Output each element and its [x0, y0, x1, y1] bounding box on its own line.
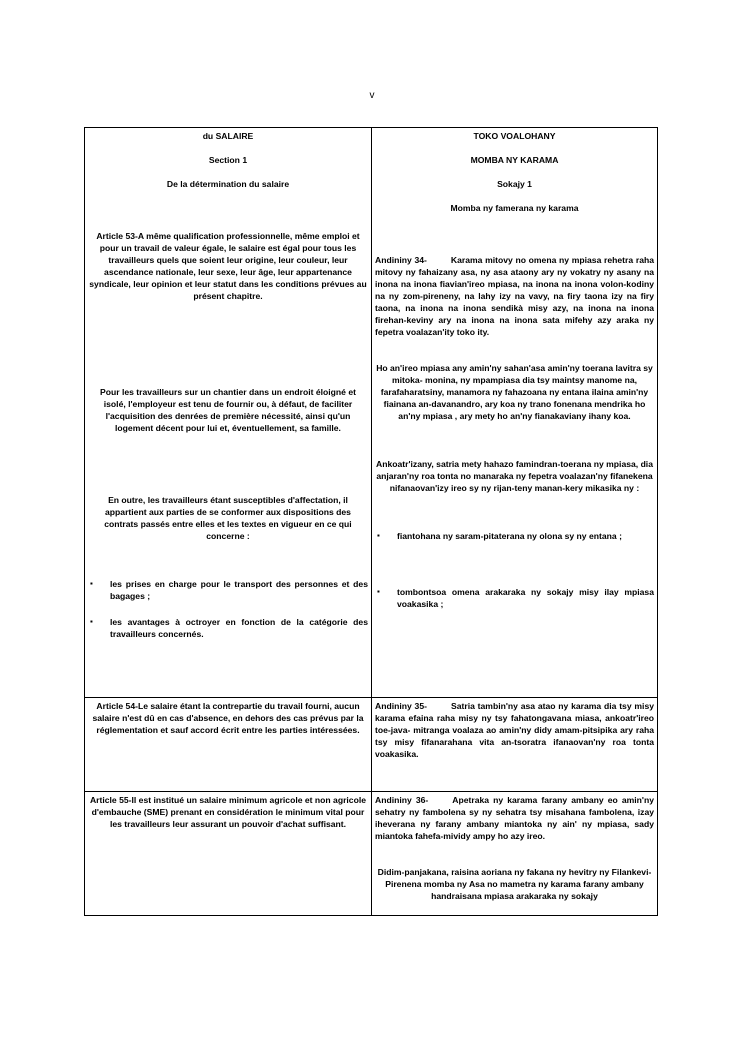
- table-row: [85, 128, 658, 698]
- article-53-text: Article 53-A même qualification professionnelle, même emploi et pour un travail de valeur égale, le salaire est égal pour tous les travailleurs quels que soient leur origine, leur couleur, leur ascendance nationale, leur sexe, leur âge, leur appartenance syndicale, leur opinion et leur statut dans les conditions prévues au présent chapitre.: [89, 231, 367, 301]
- subsection-title-fr: De la détermination du salaire: [166, 179, 290, 189]
- subsection-title-mg: Momba ny famerana ny karama: [450, 203, 579, 213]
- malagasy-cell-article-36: [372, 792, 658, 916]
- malagasy-cell-article-35: [372, 698, 658, 792]
- article-54-text: Article 54-Le salaire étant la contrepartie du travail fourni, aucun salaire n'est dû en cas d'absence, en dehors des cas prévus par la réglementation et sauf accord écrit entre les parties intéressées.: [92, 701, 364, 735]
- article-35-text: Andininy 35- Satria tambin'ny asa atao ny karama dia tsy misy karama efaina raha misy ny tsy fahatongavana miasa, ankoatr'ireo toe-java- mitranga voalaza ao amin'ny didy amam-pitsipika ary raha tsy misy fifanarahana vita an-tsoratra ifanaovan'ny roa tonta voakasika.: [375, 701, 654, 759]
- french-cell-article-55: [85, 792, 372, 916]
- table-row: [85, 698, 658, 792]
- list-item: ▪ fiantohana ny saram-pitaterana ny olona sy ny entana ;: [375, 530, 654, 542]
- article-34-paragraph-3: Ankoatr'izany, satria mety hahazo famindran-toerana ny mpiasa, dia anjaran'ny roa tonta no manaraka ny fepetra voalazan'ny fifanekena nifanaovan'izy ireo sy ny rijan-teny manan-kery mikasika ny :: [376, 459, 653, 493]
- article-53-paragraph-2: Pour les travailleurs sur un chantier dans un endroit éloigné et isolé, l'employeur est tenu de fournir ou, à défaut, de faciliter l'acquisition des denrées de première nécessité, ainsi qu'un logement décent pour lui et, éventuellement, sa famille.: [100, 387, 356, 433]
- list-item: ▪ les avantages à octroyer en fonction de la catégorie des travailleurs concernés.: [88, 616, 368, 640]
- malagasy-cell-article-34: [372, 128, 658, 698]
- bullet-list-fr: [88, 578, 368, 640]
- chapter-title-mg: TOKO VOALOHANY: [473, 131, 556, 141]
- table-row: [85, 792, 658, 916]
- bilingual-law-table: [84, 127, 658, 916]
- subsection-number-mg: Sokajy 1: [497, 179, 532, 189]
- article-34-label: Andininy 34-: [375, 255, 427, 265]
- list-item: ▪ les prises en charge pour le transport des personnes et des bagages ;: [88, 578, 368, 602]
- french-cell-article-54: [85, 698, 372, 792]
- article-36-label: Andininy 36-: [375, 795, 429, 805]
- list-item: ▪ tombontsoa omena arakaraka ny sokajy misy ilay mpiasa voakasika ;: [375, 586, 654, 610]
- article-36-paragraph-2: Didim-panjakana, raisina aoriana ny fakana ny hevitry ny Filankevi- Pirenena momba ny Asa no mametra ny karama farany ambany handraisana mpiasa arakaraka ny sokajy: [377, 867, 652, 901]
- article-34-text: Andininy 34- Karama mitovy no omena ny mpiasa rehetra raha mitovy ny fahaizany asa, ny asa ataony ary ny vokatry ny asany na inona na inona fiavian'ireo mpiasa, na inona na inona volon-kodiny na ny zom-pireneny, na lahy izy na vavy, na firy taona izy na firy taona, na inona na inona sendikà misy azy, na inona na inona firehan-keviny ary na inona na inona sata mifehy azy araka ny fepetra voalazan'ity toko ity.: [375, 255, 655, 337]
- section-title-mg: MOMBA NY KARAMA: [470, 155, 559, 165]
- article-53-paragraph-3: En outre, les travailleurs étant susceptibles d'affectation, il appartient aux parties de se conformer aux dispositions des contrats passés entre elles et les textes en vigueur en ce qui concerne :: [104, 495, 352, 541]
- article-35-label: Andininy 35-: [375, 701, 427, 711]
- page-number: v: [369, 90, 375, 101]
- section-title-fr: Section 1: [208, 155, 248, 165]
- chapter-title-fr: du SALAIRE: [202, 131, 254, 141]
- article-36-text: Andininy 36- Apetraka ny karama farany ambany eo amin'ny sehatry ny fambolena sy ny sehatra tsy misahana fambolena, izay iheverana ny farany ambany miantoka ny ain' ny mpiasa, sady miantoka fahefa-mividy ampy ho azy ireo.: [375, 795, 654, 841]
- article-55-text: Article 55-Il est institué un salaire minimum agricole et non agricole d'embauche (SME) prenant en considération le minimum vital pour les travailleurs leur assurant un pouvoir d'achat suffisant.: [89, 795, 367, 829]
- article-34-paragraph-2: Ho an'ireo mpiasa any amin'ny sahan'asa amin'ny toerana lavitra sy mitoka- monina, ny mpampiasa dia tsy maintsy manome na, farafaharatsiny, manamora ny fahazoana ny entana ilaina amin'ny fiainana an-davanandro, ary koa ny trano fonenana mendrika ho an'ny mpiasa , ary mety ho an'ny fianakaviany ihany koa.: [376, 363, 653, 421]
- french-cell-article-53: [85, 128, 372, 698]
- bullet-list-mg: [375, 530, 654, 610]
